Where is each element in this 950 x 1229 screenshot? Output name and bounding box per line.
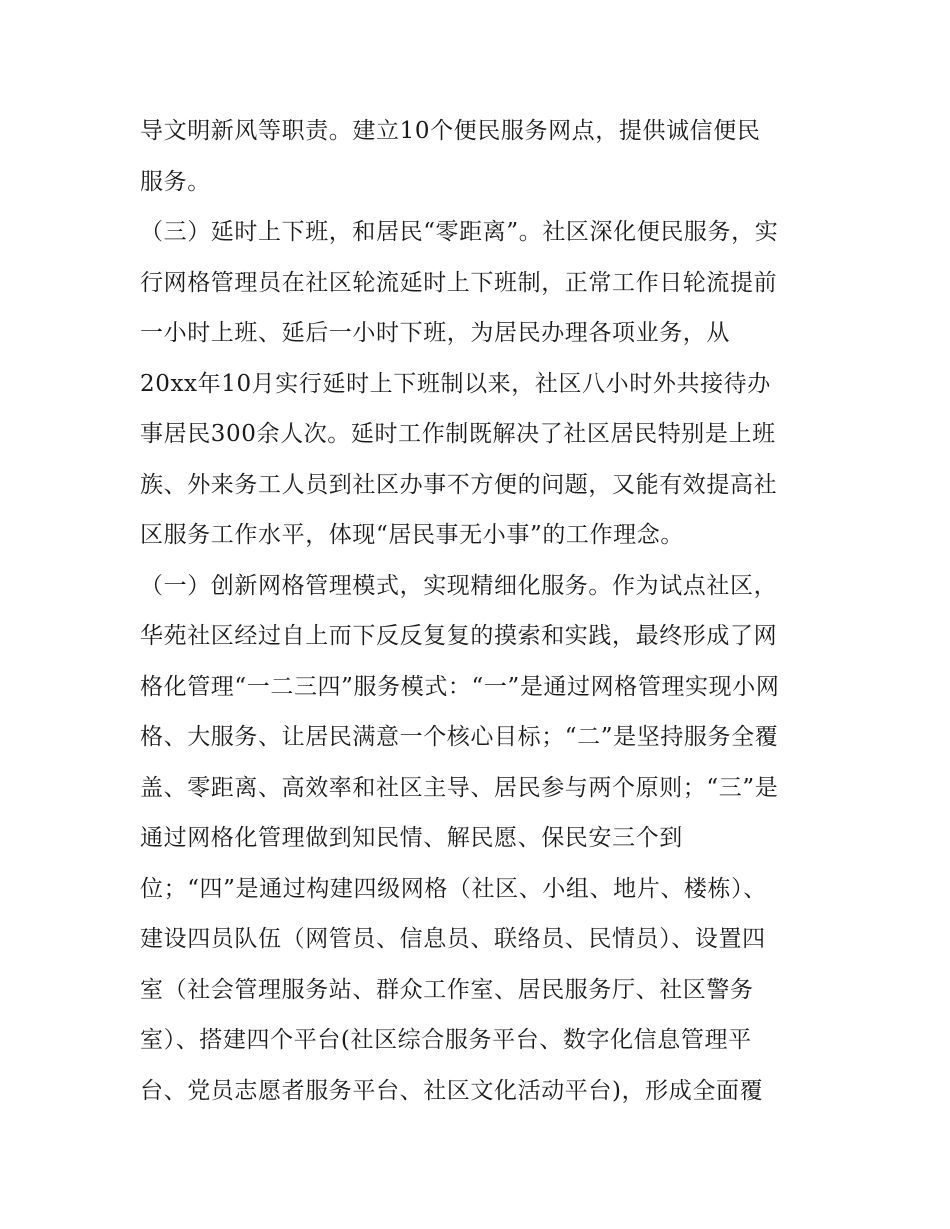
body-text xyxy=(140,106,830,1116)
text-line-14: 盖、零距离、高效率和社区主导、居民参与两个原则；“三”是 xyxy=(140,774,779,801)
text-line-13: 格、大服务、让居民满意一个核心目标；“二”是坚持服务全覆 xyxy=(140,724,779,750)
text-line-19: 室）、搭建四个平台(社区综合服务平台、数字化信息管理平 xyxy=(140,1027,752,1053)
text-line-16: 位；“四”是通过构建四级网格（社区、小组、地片、楼栋）、 xyxy=(140,875,767,902)
text-line-17: 建设四员队伍（网管员、信息员、联络员、民情员）、设置四 xyxy=(140,926,766,952)
text-line-2: 服务。 xyxy=(140,168,211,195)
text-line-7: 事居民300余人次。延时工作制既解决了社区居民特别是上班 xyxy=(140,421,776,447)
text-line-10: （一）创新网格管理模式，实现精细化服务。作为试点社区， xyxy=(140,572,778,599)
text-line-5: 一小时上班、延后一小时下班，为居民办理各项业务，从 xyxy=(140,320,730,346)
text-line-6: 20xx年10月实行延时上下班制以来，社区八小时外共接待办 xyxy=(140,370,771,397)
text-line-1: 导文明新风等职责。建立10个便民服务网点，提供诚信便民 xyxy=(140,118,761,144)
text-line-8: 族、外来务工人员到社区办事不方便的问题，又能有效提高社 xyxy=(140,471,778,498)
text-line-20: 台、党员志愿者服务平台、社区文化活动平台)，形成全面覆 xyxy=(140,1077,764,1104)
text-line-4: 行网格管理员在社区轮流延时上下班制，正常工作日轮流提前 xyxy=(140,269,778,296)
text-line-11: 华苑社区经过自上而下反反复复的摸索和实践，最终形成了网 xyxy=(140,623,778,649)
text-line-12: 格化管理“一二三四”服务模式：“一”是通过网格管理实现小网 xyxy=(140,673,780,700)
text-line-15: 通过网格化管理做到知民情、解民愿、保民安三个到 xyxy=(140,825,683,851)
text-line-3: （三）延时上下班，和居民“零距离”。社区深化便民服务，实 xyxy=(140,219,779,245)
text-line-18: 室（社会管理服务站、群众工作室、居民服务厅、社区警务 xyxy=(140,976,754,1003)
text-line-9: 区服务工作水平，体现“居民事无小事”的工作理念。 xyxy=(140,522,684,548)
